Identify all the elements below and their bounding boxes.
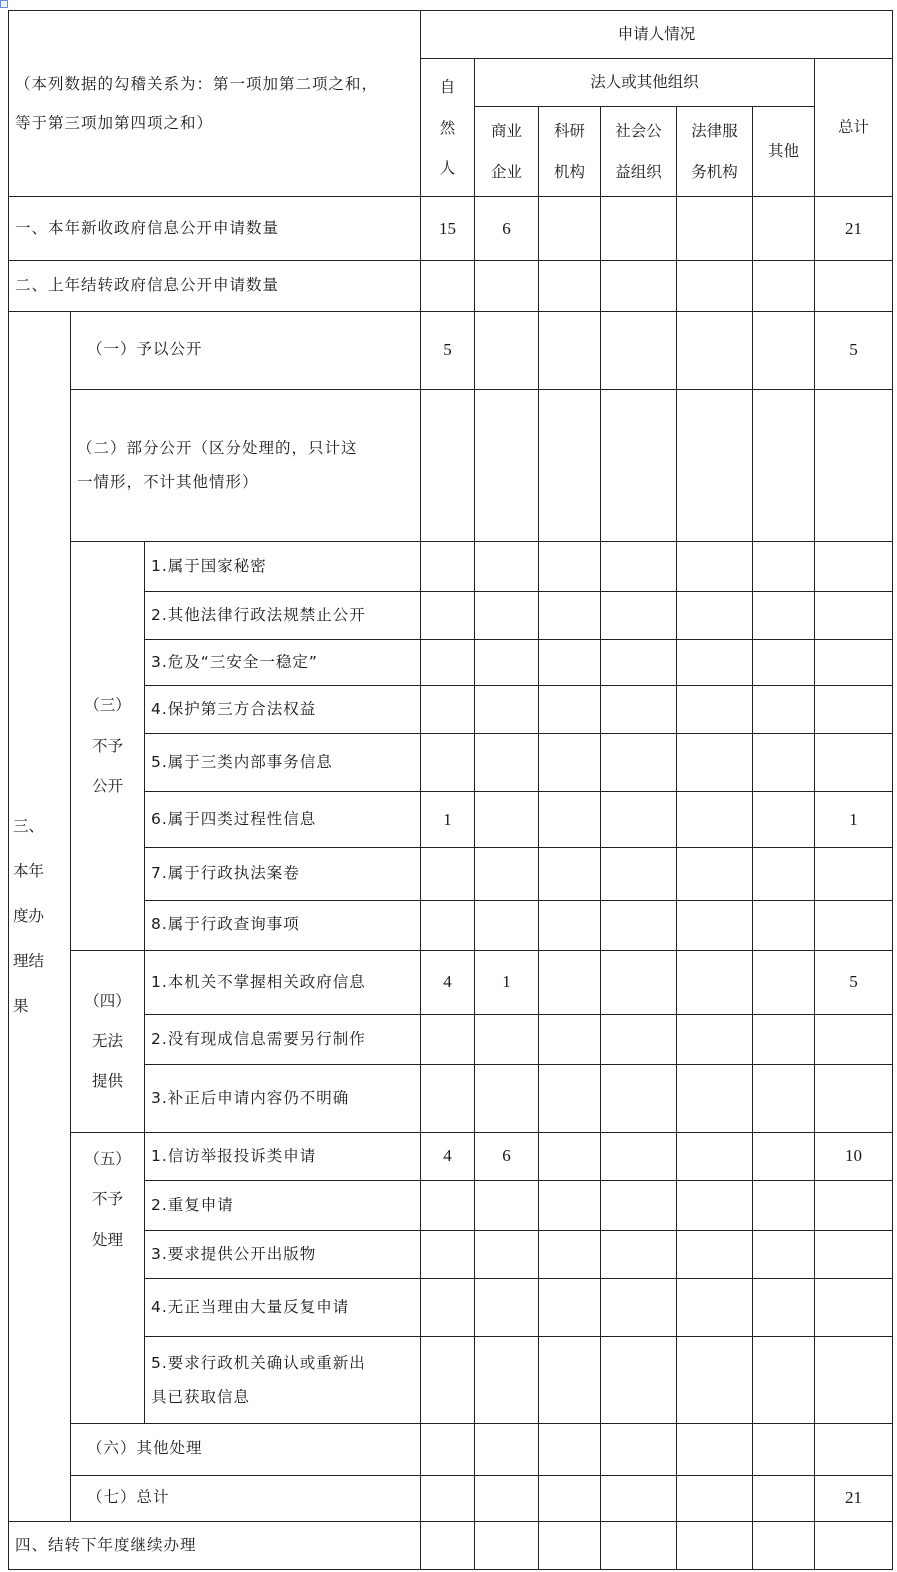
empty-cell [539,640,601,686]
row-label: 2.其他法律行政法规禁止公开 [145,592,421,640]
empty-cell [539,541,601,591]
empty-cell [475,686,539,734]
empty-cell [815,848,893,900]
empty-cell [421,389,475,541]
empty-cell [601,541,677,591]
empty-cell [539,1014,601,1064]
corner-marker-icon [0,0,8,8]
empty-cell [601,1014,677,1064]
empty-cell [753,1231,815,1279]
empty-cell [677,900,753,950]
header-row-1 [9,11,893,59]
row-label: 4.无正当理由大量反复申请 [145,1279,421,1337]
empty-cell [815,541,893,591]
empty-cell [753,1475,815,1521]
cell-business: 6 [475,1133,539,1181]
empty-cell [753,1521,815,1569]
empty-cell [421,640,475,686]
empty-cell [815,1064,893,1132]
empty-cell [753,311,815,389]
row-partial [9,389,893,541]
empty-cell [677,734,753,792]
empty-cell [601,1337,677,1423]
empty-cell [753,686,815,734]
empty-cell [677,1181,753,1231]
empty-cell [539,197,601,261]
cell-natural: 15 [421,197,475,261]
empty-cell [475,1231,539,1279]
empty-cell [601,1521,677,1569]
empty-cell [539,389,601,541]
empty-cell [601,197,677,261]
public-welfare-header: 社会公 益组织 [601,107,677,197]
empty-cell [475,1475,539,1521]
empty-cell [601,1133,677,1181]
empty-cell [421,848,475,900]
empty-cell [677,792,753,848]
legal-service-header: 法律服 务机构 [677,107,753,197]
row-carry-forward [9,1521,893,1569]
row-label: 6.属于四类过程性信息 [145,792,421,848]
empty-cell [753,592,815,640]
empty-cell [601,311,677,389]
empty-cell [475,1521,539,1569]
empty-cell [601,686,677,734]
row-carryover-requests [9,261,893,311]
header-note-line2: 等于第三项加第四项之和） [15,113,214,132]
empty-cell [475,792,539,848]
empty-cell [475,1014,539,1064]
empty-cell [677,311,753,389]
empty-cell [475,1064,539,1132]
empty-cell [815,900,893,950]
cell-total: 21 [815,197,893,261]
empty-cell [815,592,893,640]
empty-cell [677,1423,753,1475]
empty-cell [677,848,753,900]
empty-cell [753,389,815,541]
empty-cell [815,261,893,311]
empty-cell [815,734,893,792]
cell-total: 5 [815,950,893,1014]
empty-cell [753,1337,815,1423]
empty-cell [753,640,815,686]
section3-label: 三、 本年 度办 理结 果 [9,311,71,1521]
empty-cell [539,1475,601,1521]
empty-cell [677,640,753,686]
empty-cell [601,792,677,848]
empty-cell [421,734,475,792]
research-header: 科研 机构 [539,107,601,197]
empty-cell [421,686,475,734]
empty-cell [753,1133,815,1181]
empty-cell [601,1423,677,1475]
empty-cell [421,1279,475,1337]
row-label: 1.本机关不掌握相关政府信息 [145,950,421,1014]
cell-total: 5 [815,311,893,389]
row-g5-item1 [9,1133,893,1181]
empty-cell [539,1521,601,1569]
empty-cell [601,1279,677,1337]
cell-natural: 1 [421,792,475,848]
empty-cell [753,1181,815,1231]
empty-cell [475,1423,539,1475]
empty-cell [815,1279,893,1337]
business-header: 商业 企业 [475,107,539,197]
empty-cell [475,848,539,900]
empty-cell [475,900,539,950]
empty-cell [421,261,475,311]
cell-total: 1 [815,792,893,848]
row-subtotal [9,1475,893,1521]
empty-cell [421,1475,475,1521]
total-header: 总计 [815,59,893,197]
cell-total: 21 [815,1475,893,1521]
info-disclosure-table-container [8,10,892,1570]
row-label: 8.属于行政查询事项 [145,900,421,950]
cell-business: 6 [475,197,539,261]
empty-cell [601,1064,677,1132]
empty-cell [539,1337,601,1423]
cell-total: 10 [815,1133,893,1181]
empty-cell [421,1014,475,1064]
empty-cell [677,197,753,261]
empty-cell [677,261,753,311]
empty-cell [677,950,753,1014]
row-g3-item1 [9,541,893,591]
row-label: 2.重复申请 [145,1181,421,1231]
empty-cell [539,734,601,792]
empty-cell [753,848,815,900]
header-note-cell [9,11,421,197]
empty-cell [815,1521,893,1569]
row-label: 7.属于行政执法案卷 [145,848,421,900]
row-label: （一）予以公开 [71,311,421,389]
empty-cell [753,734,815,792]
empty-cell [677,1475,753,1521]
cell-business: 1 [475,950,539,1014]
group3-label: （三） 不予 公开 [71,541,145,950]
empty-cell [475,592,539,640]
empty-cell [539,848,601,900]
natural-person-header: 自 然 人 [421,59,475,197]
empty-cell [677,1337,753,1423]
empty-cell [539,592,601,640]
row-label: 5.要求行政机关确认或重新出 具已获取信息 [145,1337,421,1423]
cell-natural: 4 [421,950,475,1014]
empty-cell [601,734,677,792]
empty-cell [539,311,601,389]
empty-cell [601,389,677,541]
empty-cell [475,1181,539,1231]
empty-cell [815,686,893,734]
empty-cell [421,592,475,640]
empty-cell [601,900,677,950]
empty-cell [753,792,815,848]
legal-group-header: 法人或其他组织 [475,59,815,107]
row-label: 3.补正后申请内容仍不明确 [145,1064,421,1132]
empty-cell [753,900,815,950]
empty-cell [539,1423,601,1475]
empty-cell [677,1521,753,1569]
empty-cell [753,197,815,261]
empty-cell [601,1475,677,1521]
empty-cell [753,1279,815,1337]
empty-cell [753,1014,815,1064]
empty-cell [753,541,815,591]
empty-cell [475,311,539,389]
row-label: （六）其他处理 [71,1423,421,1475]
empty-cell [601,640,677,686]
empty-cell [815,389,893,541]
row-label: 二、上年结转政府信息公开申请数量 [9,261,421,311]
header-note-line1: （本列数据的勾稽关系为：第一项加第二项之和， [15,74,379,93]
empty-cell [539,1181,601,1231]
empty-cell [539,1064,601,1132]
applicant-header: 申请人情况 [421,11,893,59]
empty-cell [539,900,601,950]
empty-cell [421,1337,475,1423]
empty-cell [815,640,893,686]
empty-cell [601,848,677,900]
empty-cell [677,541,753,591]
other-header: 其他 [753,107,815,197]
empty-cell [475,734,539,792]
empty-cell [677,1133,753,1181]
row-label: 3.要求提供公开出版物 [145,1231,421,1279]
group5-label: （五） 不予 处理 [71,1133,145,1424]
row-label: 1.信访举报投诉类申请 [145,1133,421,1181]
empty-cell [475,261,539,311]
row-label: 四、结转下年度继续办理 [9,1521,421,1569]
empty-cell [539,261,601,311]
empty-cell [539,792,601,848]
empty-cell [539,1133,601,1181]
empty-cell [677,1064,753,1132]
empty-cell [815,1181,893,1231]
empty-cell [601,592,677,640]
empty-cell [421,1181,475,1231]
empty-cell [475,640,539,686]
empty-cell [677,1279,753,1337]
empty-cell [421,541,475,591]
empty-cell [539,950,601,1014]
group4-label: （四） 无法 提供 [71,950,145,1132]
cell-natural: 5 [421,311,475,389]
info-disclosure-table [8,10,893,1570]
row-label: 1.属于国家秘密 [145,541,421,591]
empty-cell [815,1231,893,1279]
empty-cell [677,1231,753,1279]
empty-cell [753,1064,815,1132]
empty-cell [539,1231,601,1279]
empty-cell [539,686,601,734]
empty-cell [421,900,475,950]
empty-cell [753,1423,815,1475]
empty-cell [753,950,815,1014]
empty-cell [539,1279,601,1337]
empty-cell [421,1231,475,1279]
cell-natural: 4 [421,1133,475,1181]
row-label: （七）总计 [71,1475,421,1521]
row-label: 3.危及“三安全一稳定” [145,640,421,686]
empty-cell [677,389,753,541]
row-label: 4.保护第三方合法权益 [145,686,421,734]
empty-cell [815,1337,893,1423]
empty-cell [475,1279,539,1337]
empty-cell [601,1231,677,1279]
row-g4-item1 [9,950,893,1014]
row-label: 5.属于三类内部事务信息 [145,734,421,792]
empty-cell [601,950,677,1014]
empty-cell [421,1423,475,1475]
empty-cell [601,261,677,311]
empty-cell [475,541,539,591]
empty-cell [677,592,753,640]
empty-cell [475,1337,539,1423]
row-other-handling [9,1423,893,1475]
row-label: 一、本年新收政府信息公开申请数量 [9,197,421,261]
empty-cell [815,1014,893,1064]
empty-cell [677,686,753,734]
row-new-requests [9,197,893,261]
row-label: 2.没有现成信息需要另行制作 [145,1014,421,1064]
empty-cell [475,389,539,541]
empty-cell [421,1064,475,1132]
row-disclosed [9,311,893,389]
empty-cell [815,1423,893,1475]
empty-cell [421,1521,475,1569]
empty-cell [753,261,815,311]
row-label: （二）部分公开（区分处理的，只计这 一情形，不计其他情形） [71,389,421,541]
empty-cell [601,1181,677,1231]
empty-cell [677,1014,753,1064]
